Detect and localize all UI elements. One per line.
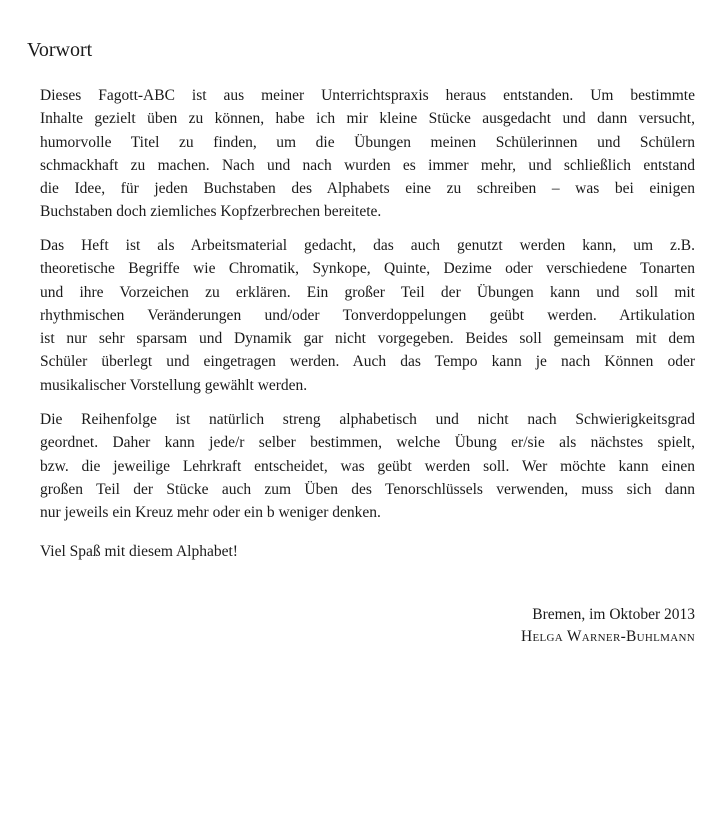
paragraph-line: musikalischer Vorstellung gewählt werden.	[40, 376, 308, 394]
page-title: Vorwort	[27, 39, 93, 61]
paragraph-line: nur jeweils ein Kreuz mehr oder ein b weniger denken.	[40, 504, 381, 522]
paragraph-1	[40, 84, 695, 224]
paragraph-line: Buchstaben doch ziemliches Kopfzerbrechen bereitete.	[40, 203, 382, 221]
paragraph-line: die Idee, für jeden Buchstaben des Alphabets eine zu schreiben – was bei einigen	[40, 180, 695, 198]
paragraph-line: geordnet. Daher kann jede/r selber bestimmen, welche Übung er/sie als nächstes spielt,	[40, 434, 695, 452]
paragraph-line: humorvolle Titel zu finden, um die Übungen meinen Schülerinnen und Schülern	[40, 133, 695, 151]
closing-line	[40, 540, 695, 563]
signature-place-date: Bremen, im Oktober 2013	[532, 606, 695, 623]
paragraph-line: Dieses Fagott-ABC ist aus meiner Unterrichtspraxis heraus entstanden. Um bestimmte	[40, 87, 695, 104]
paragraph-line: ist nur sehr sparsam und Dynamik gar nicht vorgegeben. Beides soll gemeinsam mit dem	[40, 330, 695, 348]
paragraph-line: Die Reihenfolge ist natürlich streng alphabetisch und nicht nach Schwierigkeitsgrad	[40, 411, 695, 428]
paragraph-line: Viel Spaß mit diesem Alphabet!	[40, 543, 238, 560]
paragraph-line: bzw. die jeweilige Lehrkraft entscheidet, was geübt werden soll. Wer möchte kann einen	[40, 457, 695, 475]
paragraph-2	[40, 234, 695, 397]
paragraph-3	[40, 408, 695, 524]
paragraph-line: großen Teil der Stücke auch zum Üben des Tenorschlüssels verwenden, muss sich dann	[40, 480, 695, 498]
paragraph-line: schmackhaft zu machen. Nach und nach wurden es immer mehr, und schließlich entstand	[40, 156, 695, 174]
paragraph-line: theoretische Begriffe wie Chromatik, Synkope, Quinte, Dezime oder verschiedene Tonarten	[40, 260, 695, 278]
paragraph-line: rhythmischen Veränderungen und/oder Tonverdoppelungen geübt werden. Artikulation	[40, 306, 695, 324]
signature-author: Helga Warner-Buhlmann	[520, 628, 695, 645]
paragraph-line: Das Heft ist als Arbeitsmaterial gedacht, das auch genutzt werden kann, um z.B.	[40, 237, 695, 254]
paragraph-line: und ihre Vorzeichen zu erklären. Ein großer Teil der Übungen kann und soll mit	[40, 283, 695, 301]
paragraph-line: Schüler überlegt und eingetragen werden. Auch das Tempo kann je nach Können oder	[40, 353, 695, 371]
paragraph-line: Inhalte gezielt üben zu können, habe ich mir kleine Stücke ausgedacht und dann versucht,	[40, 110, 695, 128]
